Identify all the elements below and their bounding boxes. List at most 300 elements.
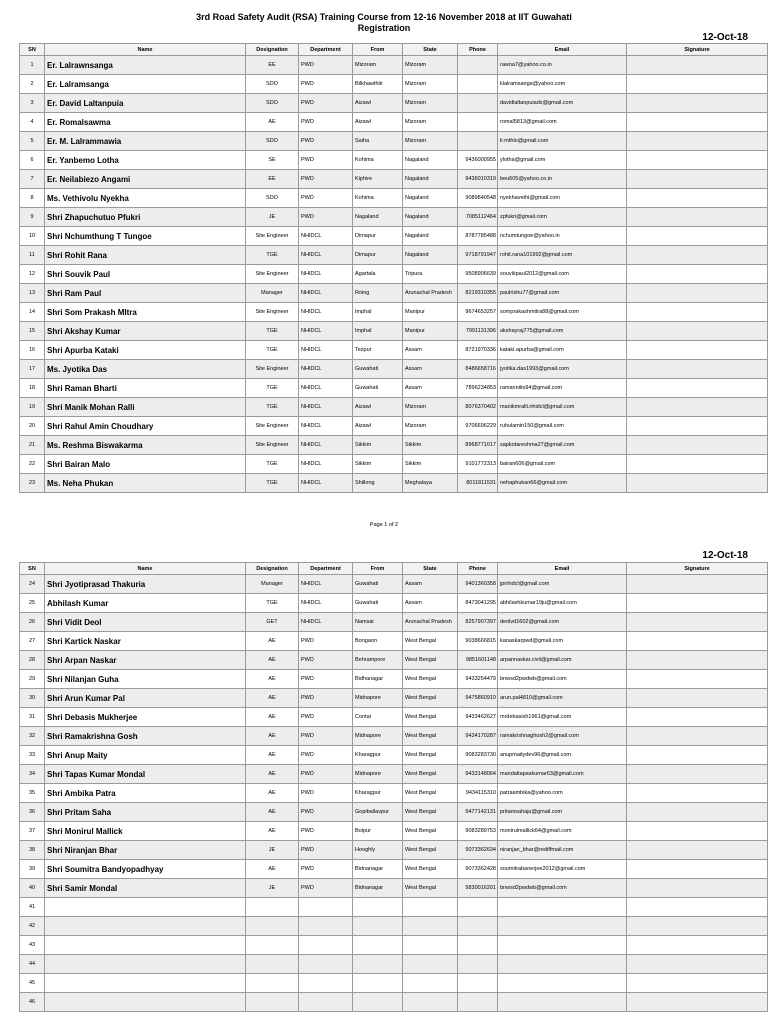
cell-sn: 10 <box>20 227 45 246</box>
cell-signature <box>627 360 768 379</box>
cell-signature <box>627 727 768 746</box>
cell-state: West Bengal <box>403 651 458 670</box>
cell-phone: 9477142131 <box>458 803 498 822</box>
table-row <box>20 208 768 227</box>
cell-state: West Bengal <box>403 803 458 822</box>
cell-department: NHIDCL <box>299 398 353 417</box>
table-row <box>20 898 768 917</box>
cell-department: PWD <box>299 822 353 841</box>
table-row <box>20 594 768 613</box>
cell-sn: 36 <box>20 803 45 822</box>
cell-department: PWD <box>299 727 353 746</box>
cell-designation <box>246 936 299 955</box>
cell-phone <box>458 917 498 936</box>
cell-signature <box>627 594 768 613</box>
table-row <box>20 246 768 265</box>
header-designation: Designation <box>246 563 299 575</box>
cell-phone <box>458 955 498 974</box>
cell-phone: 9434115310 <box>458 784 498 803</box>
cell-from <box>353 936 403 955</box>
cell-email: ramanniits94@gmail.com <box>498 379 627 398</box>
cell-phone: 9433254479 <box>458 670 498 689</box>
header-email: Email <box>498 44 627 56</box>
cell-department: NHIDCL <box>299 575 353 594</box>
cell-state <box>403 917 458 936</box>
cell-designation: AE <box>246 670 299 689</box>
cell-state: Mizoram <box>403 398 458 417</box>
cell-email: romal5813@gmail.com <box>498 113 627 132</box>
cell-email: anupmaitydev96@gmail.com <box>498 746 627 765</box>
cell-name: Ms. Neha Phukan <box>45 474 246 493</box>
cell-state: West Bengal <box>403 841 458 860</box>
cell-sn: 28 <box>20 651 45 670</box>
cell-phone <box>458 75 498 94</box>
header-sn: SN <box>20 563 45 575</box>
cell-state: West Bengal <box>403 879 458 898</box>
table-row <box>20 417 768 436</box>
cell-name: Shri Som Prakash MItra <box>45 303 246 322</box>
cell-phone: 7085112464 <box>458 208 498 227</box>
cell-designation: AE <box>246 860 299 879</box>
cell-email <box>498 993 627 1012</box>
cell-state: West Bengal <box>403 822 458 841</box>
cell-designation: SDO <box>246 132 299 151</box>
cell-designation: AE <box>246 746 299 765</box>
cell-phone: 8257907397 <box>458 613 498 632</box>
cell-department: NHIDCL <box>299 322 353 341</box>
cell-from: Contai <box>353 708 403 727</box>
table-row <box>20 360 768 379</box>
table-row <box>20 841 768 860</box>
cell-from: Aizawl <box>353 113 403 132</box>
table-row <box>20 993 768 1012</box>
cell-phone: 8968771017 <box>458 436 498 455</box>
cell-department <box>299 898 353 917</box>
cell-sn: 46 <box>20 993 45 1012</box>
cell-email: davidlaltanpuiadx@gmail.com <box>498 94 627 113</box>
cell-from: Imphal <box>353 303 403 322</box>
cell-name: Shri Manik Mohan Ralli <box>45 398 246 417</box>
cell-from: Roing <box>353 284 403 303</box>
cell-designation: SDO <box>246 94 299 113</box>
cell-phone <box>458 993 498 1012</box>
cell-designation: JE <box>246 841 299 860</box>
header-phone: Phone <box>458 44 498 56</box>
cell-signature <box>627 651 768 670</box>
cell-signature <box>627 398 768 417</box>
cell-department: NHIDCL <box>299 594 353 613</box>
cell-signature <box>627 322 768 341</box>
cell-email: klalramsanga@yahoo.com <box>498 75 627 94</box>
cell-phone: 8486658716 <box>458 360 498 379</box>
table-row <box>20 575 768 594</box>
cell-email: ruhulamin150@gmail.com <box>498 417 627 436</box>
cell-name: Shri Arpan Naskar <box>45 651 246 670</box>
cell-designation: EE <box>246 56 299 75</box>
cell-department <box>299 936 353 955</box>
cell-sn: 35 <box>20 784 45 803</box>
cell-name: Shri Nilanjan Guha <box>45 670 246 689</box>
cell-state: Mizoram <box>403 94 458 113</box>
cell-phone: 7991131396 <box>458 322 498 341</box>
cell-from: Sikkim <box>353 455 403 474</box>
cell-signature <box>627 575 768 594</box>
cell-name: Shri Niranjan Bhar <box>45 841 246 860</box>
cell-state: Manipur <box>403 322 458 341</box>
cell-from <box>353 955 403 974</box>
cell-designation: AE <box>246 822 299 841</box>
cell-sn: 34 <box>20 765 45 784</box>
cell-email: mrdebasish1961@gmail.com <box>498 708 627 727</box>
cell-department: NHIDCL <box>299 246 353 265</box>
table-row <box>20 746 768 765</box>
cell-sn: 31 <box>20 708 45 727</box>
cell-phone: 9851601148 <box>458 651 498 670</box>
cell-sn: 6 <box>20 151 45 170</box>
cell-from: Mizoram <box>353 56 403 75</box>
cell-email: nyekhavethi@gmail.com <box>498 189 627 208</box>
cell-sn: 29 <box>20 670 45 689</box>
cell-sn: 30 <box>20 689 45 708</box>
cell-designation: AE <box>246 708 299 727</box>
table-row <box>20 765 768 784</box>
cell-sn: 9 <box>20 208 45 227</box>
cell-designation <box>246 898 299 917</box>
cell-from: Bidhanagar <box>353 670 403 689</box>
cell-state <box>403 974 458 993</box>
cell-department: PWD <box>299 841 353 860</box>
cell-phone: 9434170287 <box>458 727 498 746</box>
cell-name: Shri Ram Paul <box>45 284 246 303</box>
cell-designation: SDO <box>246 189 299 208</box>
cell-email: pritamsahaju@gmail.com <box>498 803 627 822</box>
cell-phone: 9508906639 <box>458 265 498 284</box>
cell-state: West Bengal <box>403 765 458 784</box>
cell-name: Shri Akshay Kumar <box>45 322 246 341</box>
cell-name: Shri Vidit Deol <box>45 613 246 632</box>
cell-sn: 14 <box>20 303 45 322</box>
cell-from: Guwahati <box>353 360 403 379</box>
cell-from: Dimapur <box>353 227 403 246</box>
table-row <box>20 94 768 113</box>
cell-name <box>45 936 246 955</box>
cell-signature <box>627 417 768 436</box>
cell-sn: 32 <box>20 727 45 746</box>
cell-name: Shri Rohit Rana <box>45 246 246 265</box>
cell-department <box>299 917 353 936</box>
cell-signature <box>627 474 768 493</box>
cell-email: souvikpaul2012@gmail.com <box>498 265 627 284</box>
table-row <box>20 670 768 689</box>
cell-phone <box>458 56 498 75</box>
cell-name: Shri Pritam Saha <box>45 803 246 822</box>
cell-department: NHIDCL <box>299 341 353 360</box>
cell-designation <box>246 974 299 993</box>
cell-signature <box>627 455 768 474</box>
cell-designation: AE <box>246 632 299 651</box>
header-from: From <box>353 563 403 575</box>
cell-department: PWD <box>299 746 353 765</box>
table-row <box>20 75 768 94</box>
cell-from: Kohima <box>353 189 403 208</box>
cell-state <box>403 936 458 955</box>
table-row <box>20 227 768 246</box>
table-row <box>20 284 768 303</box>
cell-state: Assam <box>403 379 458 398</box>
cell-department: PWD <box>299 113 353 132</box>
registration-table-page1 <box>19 43 768 493</box>
cell-name: Shri Rahul Amin Choudhary <box>45 417 246 436</box>
cell-sn: 23 <box>20 474 45 493</box>
header-phone: Phone <box>458 563 498 575</box>
registration-table-page2 <box>19 562 768 1012</box>
table-row <box>20 474 768 493</box>
cell-sn: 33 <box>20 746 45 765</box>
cell-department: NHIDCL <box>299 303 353 322</box>
cell-sn: 16 <box>20 341 45 360</box>
cell-state <box>403 955 458 974</box>
cell-name: Er. Lalramsanga <box>45 75 246 94</box>
cell-email: zpfukri@gmail.com <box>498 208 627 227</box>
cell-signature <box>627 94 768 113</box>
cell-state: Assam <box>403 575 458 594</box>
cell-signature <box>627 284 768 303</box>
cell-phone: 9433148064 <box>458 765 498 784</box>
cell-email: manikmralli.nhidcl@gmail.com <box>498 398 627 417</box>
cell-name: Shri Tapas Kumar Mondal <box>45 765 246 784</box>
cell-name: Shri Soumitra Bandyopadhyay <box>45 860 246 879</box>
cell-name <box>45 898 246 917</box>
cell-signature <box>627 227 768 246</box>
cell-department: PWD <box>299 94 353 113</box>
cell-phone: 9101772313 <box>458 455 498 474</box>
cell-from: Tezpur <box>353 341 403 360</box>
cell-state: Mizoram <box>403 75 458 94</box>
cell-from: Midnapore <box>353 727 403 746</box>
table-row <box>20 936 768 955</box>
table-row <box>20 974 768 993</box>
cell-signature <box>627 613 768 632</box>
cell-designation: AE <box>246 803 299 822</box>
cell-phone: 9830016201 <box>458 879 498 898</box>
cell-name <box>45 917 246 936</box>
cell-phone <box>458 113 498 132</box>
cell-phone: 9718791947 <box>458 246 498 265</box>
cell-designation: AE <box>246 784 299 803</box>
cell-department: NHIDCL <box>299 227 353 246</box>
cell-designation: AE <box>246 113 299 132</box>
cell-name: Shri Jyotiprasad Thakuria <box>45 575 246 594</box>
table-row <box>20 879 768 898</box>
cell-email: jyotika.das1993@gmail.com <box>498 360 627 379</box>
cell-from: Hooghly <box>353 841 403 860</box>
cell-from: Guwahati <box>353 575 403 594</box>
cell-sn: 43 <box>20 936 45 955</box>
cell-phone: 9073362634 <box>458 841 498 860</box>
cell-signature <box>627 56 768 75</box>
cell-department: PWD <box>299 151 353 170</box>
cell-phone: 9674653257 <box>458 303 498 322</box>
cell-name: Shri Raman Bharti <box>45 379 246 398</box>
cell-from: Bidnanagar <box>353 860 403 879</box>
cell-sn: 18 <box>20 379 45 398</box>
cell-department: PWD <box>299 651 353 670</box>
table-header-row <box>20 44 768 56</box>
cell-email: sapkotareshma27@gmail.com <box>498 436 627 455</box>
cell-sn: 2 <box>20 75 45 94</box>
cell-signature <box>627 746 768 765</box>
cell-department: PWD <box>299 56 353 75</box>
cell-email: patraambika@yahoo.com <box>498 784 627 803</box>
cell-from: Shillong <box>353 474 403 493</box>
cell-department: PWD <box>299 632 353 651</box>
header-department: Department <box>299 44 353 56</box>
cell-department: PWD <box>299 765 353 784</box>
cell-state: West Bengal <box>403 746 458 765</box>
header-email: Email <box>498 563 627 575</box>
cell-department: PWD <box>299 708 353 727</box>
cell-from <box>353 993 403 1012</box>
date-label: 12-Oct-18 <box>702 32 748 43</box>
cell-sn: 24 <box>20 575 45 594</box>
table-row <box>20 341 768 360</box>
header-from: From <box>353 44 403 56</box>
cell-state: West Bengal <box>403 708 458 727</box>
date-label-page2: 12-Oct-18 <box>702 550 748 561</box>
cell-state: Assam <box>403 360 458 379</box>
cell-designation: TGE <box>246 398 299 417</box>
cell-from: Guwahati <box>353 594 403 613</box>
cell-email: bnwsd2pwdwb@gmail.com <box>498 670 627 689</box>
cell-signature <box>627 189 768 208</box>
cell-email: mandaltapaskumar63@gmail.com <box>498 765 627 784</box>
cell-state: Assam <box>403 341 458 360</box>
cell-phone: 9436000955 <box>458 151 498 170</box>
cell-phone <box>458 898 498 917</box>
cell-department: NHIDCL <box>299 360 353 379</box>
cell-state: Mizoram <box>403 132 458 151</box>
cell-department: PWD <box>299 784 353 803</box>
cell-email: ylotha@gmail.com <box>498 151 627 170</box>
cell-email <box>498 917 627 936</box>
cell-phone: 9083283730 <box>458 746 498 765</box>
cell-phone <box>458 132 498 151</box>
cell-from: Bilkhawthlir <box>353 75 403 94</box>
header-signature: Signature <box>627 563 768 575</box>
cell-signature <box>627 936 768 955</box>
cell-department: PWD <box>299 670 353 689</box>
cell-sn: 8 <box>20 189 45 208</box>
cell-department: PWD <box>299 689 353 708</box>
header-department: Department <box>299 563 353 575</box>
cell-state: Sikkim <box>403 436 458 455</box>
cell-phone: 8473041295 <box>458 594 498 613</box>
cell-signature <box>627 113 768 132</box>
cell-state: Meghalaya <box>403 474 458 493</box>
cell-from: Nagaland <box>353 208 403 227</box>
cell-phone: 7896234853 <box>458 379 498 398</box>
table-row <box>20 455 768 474</box>
cell-signature <box>627 955 768 974</box>
cell-name <box>45 955 246 974</box>
cell-name: Shri Kartick Naskar <box>45 632 246 651</box>
table-row <box>20 113 768 132</box>
cell-department: PWD <box>299 189 353 208</box>
cell-sn: 21 <box>20 436 45 455</box>
cell-sn: 42 <box>20 917 45 936</box>
cell-email: beu605@yahoo.co.in <box>498 170 627 189</box>
cell-from: Behrampore <box>353 651 403 670</box>
table-row <box>20 708 768 727</box>
cell-designation: JE <box>246 879 299 898</box>
cell-department: NHIDCL <box>299 265 353 284</box>
cell-designation: TGE <box>246 474 299 493</box>
header-state: State <box>403 563 458 575</box>
cell-name: Shri Bairan Malo <box>45 455 246 474</box>
cell-email: rohit.rana101992@gmail.com <box>498 246 627 265</box>
cell-sn: 3 <box>20 94 45 113</box>
cell-email: deolvd1602@gmail.com <box>498 613 627 632</box>
table-row <box>20 132 768 151</box>
cell-designation: TGE <box>246 455 299 474</box>
cell-sn: 13 <box>20 284 45 303</box>
cell-email <box>498 955 627 974</box>
cell-signature <box>627 898 768 917</box>
cell-designation: TGE <box>246 594 299 613</box>
cell-state: Nagaland <box>403 246 458 265</box>
table-row <box>20 379 768 398</box>
cell-email <box>498 974 627 993</box>
cell-signature <box>627 803 768 822</box>
cell-sn: 11 <box>20 246 45 265</box>
cell-sn: 37 <box>20 822 45 841</box>
cell-designation <box>246 917 299 936</box>
cell-signature <box>627 879 768 898</box>
cell-email: bnwsd2pwdwb@gmail.com <box>498 879 627 898</box>
cell-email: abhilashkumar19ju@gmail.com <box>498 594 627 613</box>
table-row <box>20 170 768 189</box>
cell-state: Arunachal Pradesh <box>403 284 458 303</box>
cell-sn: 41 <box>20 898 45 917</box>
cell-signature <box>627 822 768 841</box>
cell-email: arun.pal4810@gmail.com <box>498 689 627 708</box>
cell-email: ramakrishnaghosh2@gmail.com <box>498 727 627 746</box>
cell-sn: 19 <box>20 398 45 417</box>
cell-name: Abhilash Kumar <box>45 594 246 613</box>
cell-email: kataki.apurba@gmail.com <box>498 341 627 360</box>
cell-state: Nagaland <box>403 227 458 246</box>
cell-name: Shri Anup Maity <box>45 746 246 765</box>
cell-department: NHIDCL <box>299 436 353 455</box>
cell-phone <box>458 94 498 113</box>
cell-email: arpannaskar.civil@gmail.com <box>498 651 627 670</box>
cell-state: Tripura <box>403 265 458 284</box>
table-row <box>20 860 768 879</box>
cell-designation: SE <box>246 151 299 170</box>
cell-from: Namsai <box>353 613 403 632</box>
cell-phone: 9433462627 <box>458 708 498 727</box>
header-name: Name <box>45 44 246 56</box>
cell-from: Imphal <box>353 322 403 341</box>
document-subtitle: Registration <box>357 23 411 33</box>
cell-designation: EE <box>246 170 299 189</box>
cell-designation: Site Engineer <box>246 436 299 455</box>
cell-state: West Bengal <box>403 632 458 651</box>
cell-from: Bidnanagar <box>353 879 403 898</box>
cell-email <box>498 936 627 955</box>
cell-signature <box>627 632 768 651</box>
cell-name: Er. Neilabiezo Angami <box>45 170 246 189</box>
